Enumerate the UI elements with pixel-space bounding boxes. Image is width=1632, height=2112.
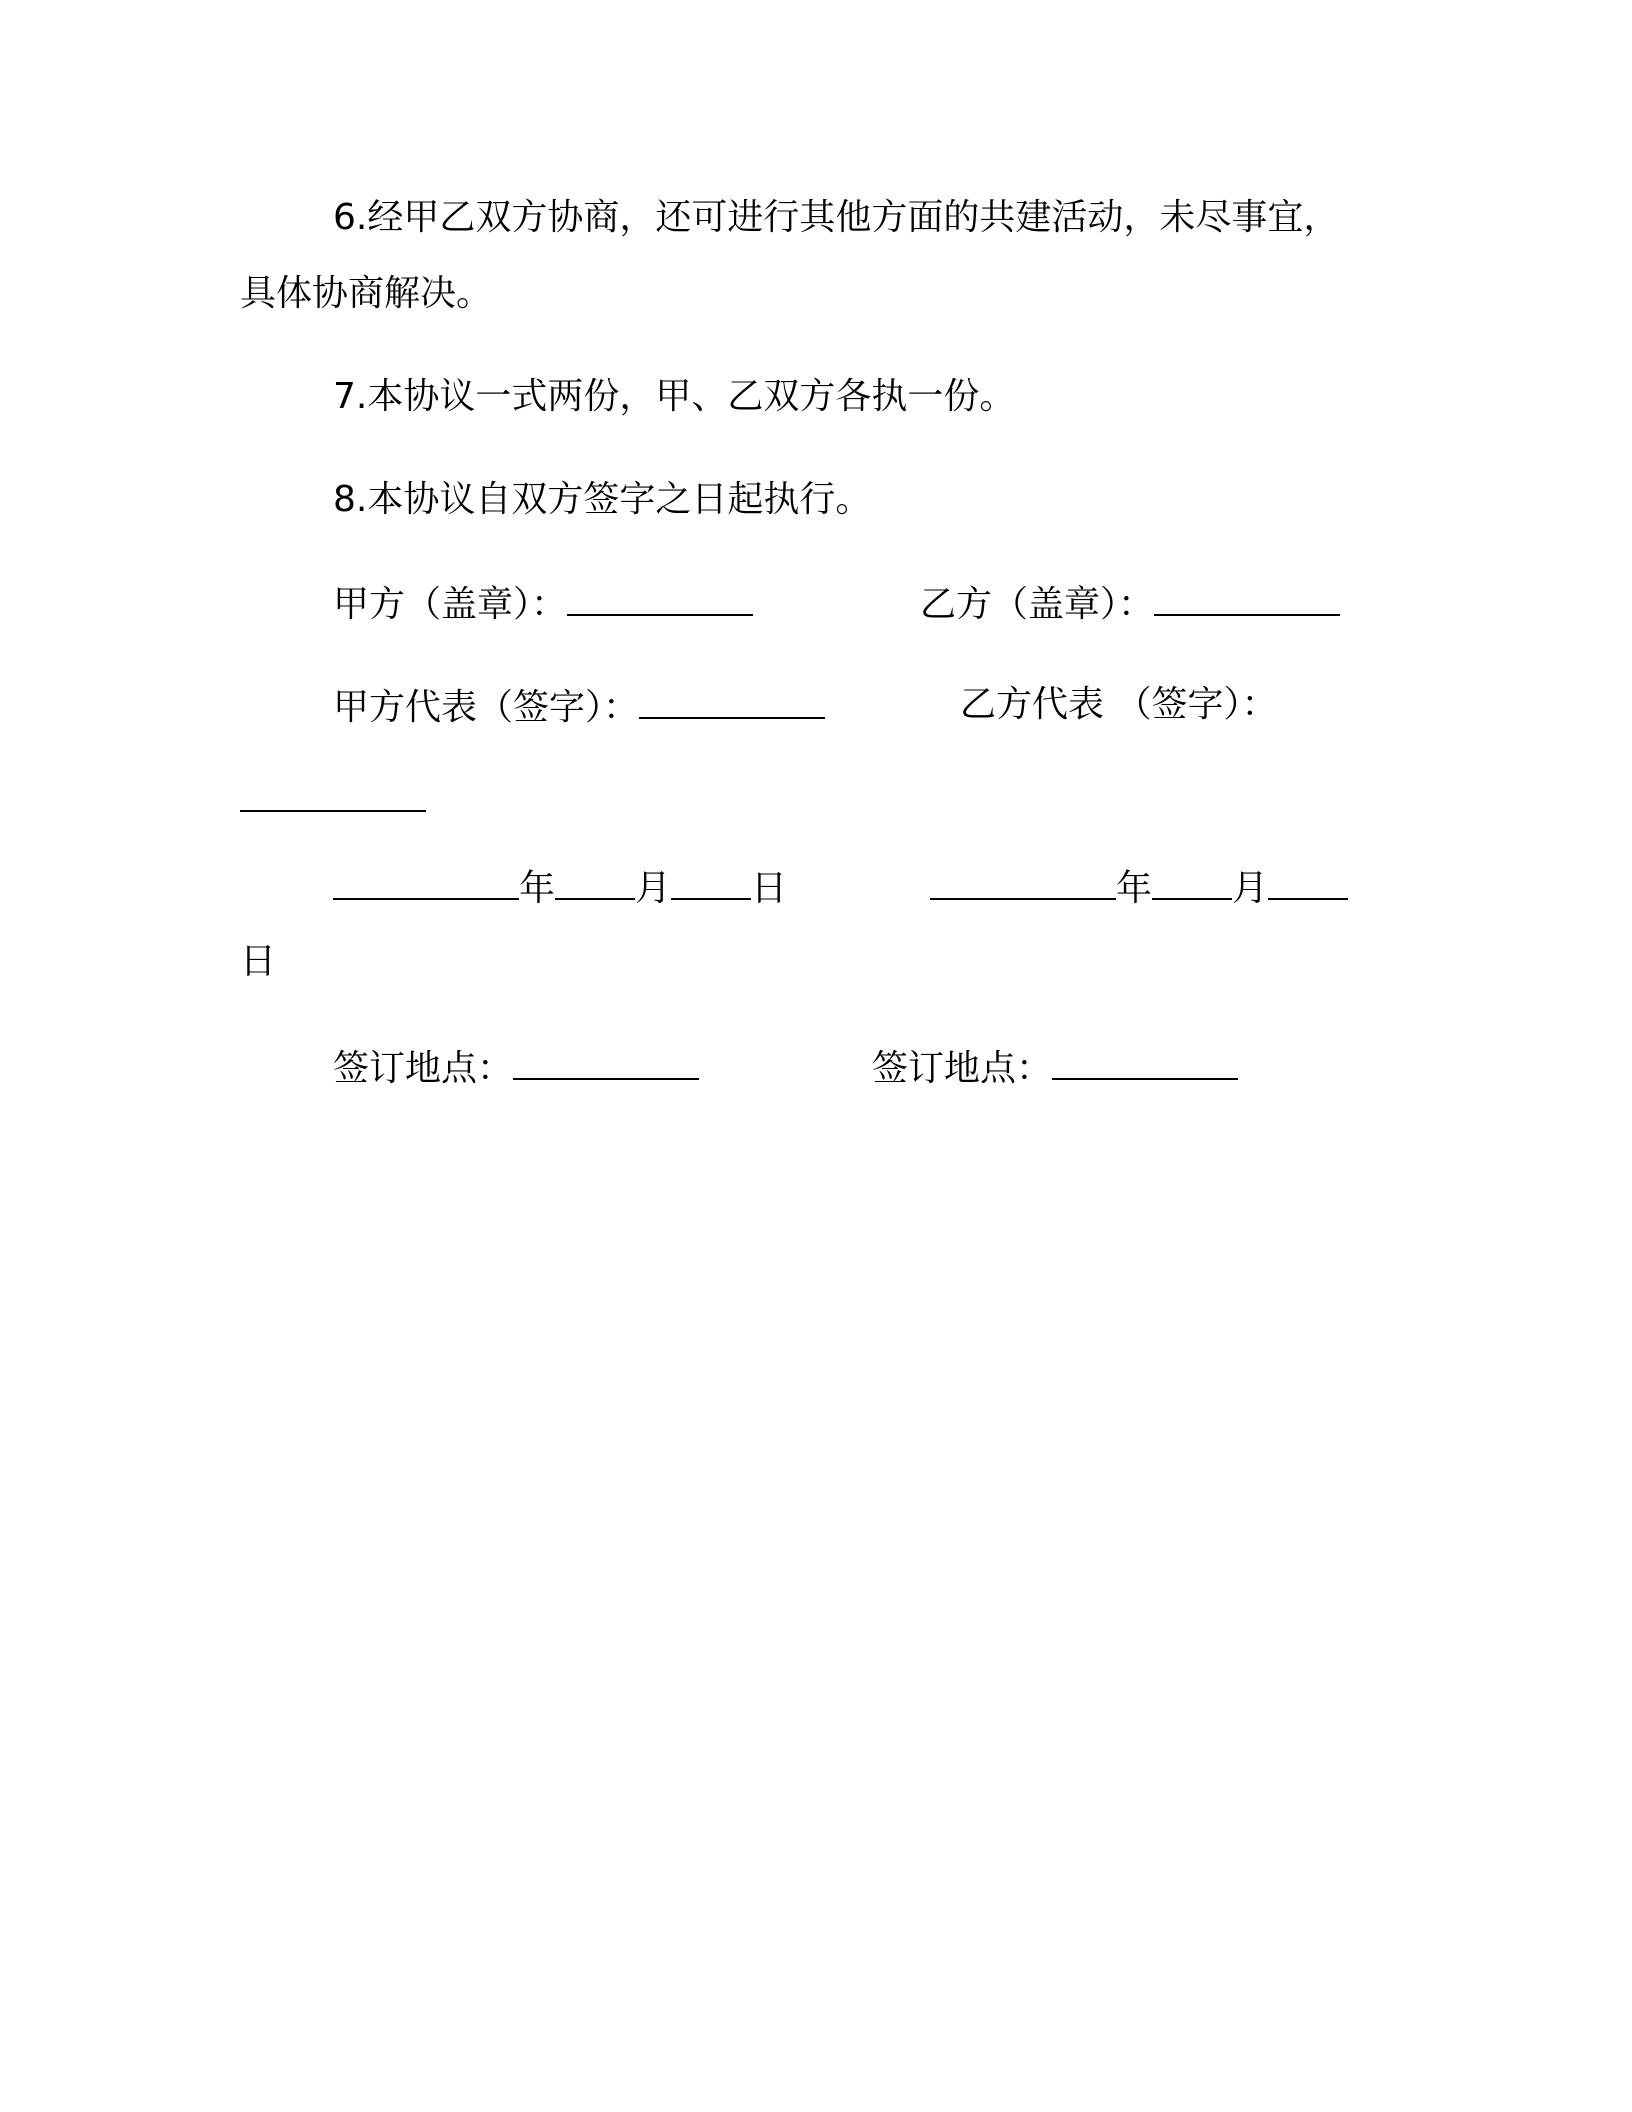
- party-a-rep-label: 甲方代表（签字）：: [333, 687, 640, 728]
- party-a-rep-row: [333, 683, 825, 730]
- party-b-seal-label: 乙方（盖章）：: [920, 584, 1155, 625]
- party-a-seal-label: 甲方（盖章）：: [333, 584, 568, 625]
- date-b-row: [930, 864, 1348, 911]
- date-a-year-label: 年: [519, 868, 556, 909]
- place-a-label: 签订地点：: [333, 1048, 514, 1089]
- clause-8: 8.本协议自双方签字之日起执行。: [333, 479, 872, 520]
- clause-7: 7.本协议一式两份，甲、乙双方各执一份。: [333, 376, 1016, 417]
- clause-6-line-2: 具体协商解决。: [240, 273, 493, 314]
- date-b-day-blank: [1268, 864, 1348, 900]
- place-b-label: 签订地点：: [872, 1048, 1053, 1089]
- date-b-year-label: 年: [1116, 868, 1153, 909]
- party-b-seal-blank: [1154, 580, 1340, 616]
- party-b-rep-label: 乙方代表 （签字）：: [960, 684, 1278, 725]
- place-b-row: [872, 1044, 1238, 1091]
- place-a-row: [333, 1044, 699, 1091]
- date-b-month-blank: [1152, 864, 1232, 900]
- party-a-rep-blank: [639, 683, 825, 719]
- party-a-seal-row: [333, 580, 753, 627]
- date-a-month-label: 月: [635, 868, 672, 909]
- date-b-day-label: 日: [240, 941, 277, 982]
- date-b-month-label: 月: [1232, 868, 1269, 909]
- place-b-blank: [1052, 1044, 1238, 1080]
- party-a-seal-blank: [567, 580, 753, 616]
- party-b-seal-row: [920, 580, 1340, 627]
- place-a-blank: [513, 1044, 699, 1080]
- date-b-year-blank: [930, 864, 1116, 900]
- date-a-year-blank: [333, 864, 519, 900]
- date-a-month-blank: [555, 864, 635, 900]
- date-a-day-label: 日: [751, 868, 788, 909]
- party-b-rep-row-wrap: [240, 776, 426, 823]
- party-b-rep-blank: [240, 776, 426, 812]
- date-a-day-blank: [671, 864, 751, 900]
- date-a-row: [333, 864, 787, 911]
- clause-6-line-1: 6.经甲乙双方协商，还可进行其他方面的共建活动，未尽事宜，: [333, 197, 1340, 238]
